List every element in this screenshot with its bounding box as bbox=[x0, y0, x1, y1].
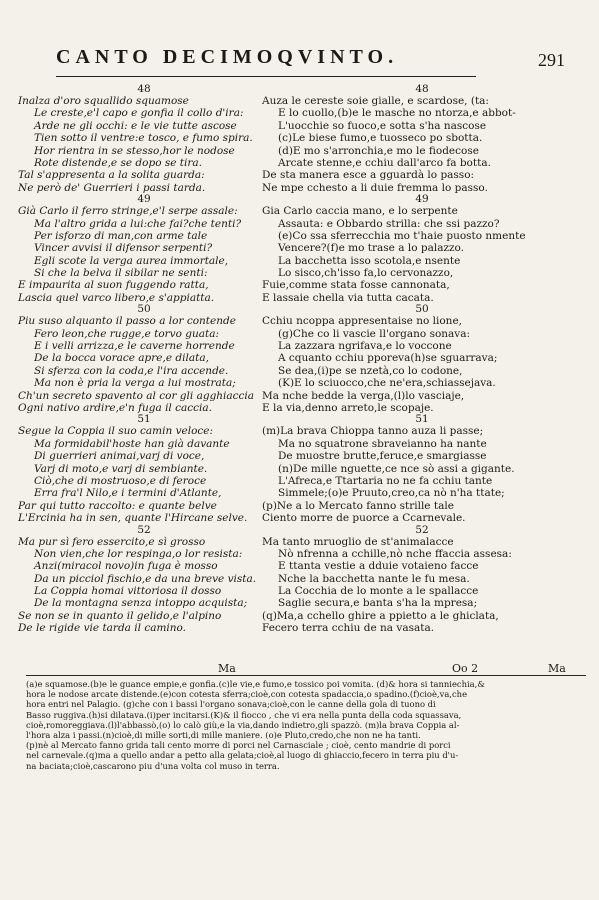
verse-line: Ma formidabil'hoste han già davante bbox=[34, 437, 230, 450]
verse-line: De la bocca vorace apre,e dilata, bbox=[34, 352, 209, 365]
verse-line: E ttanta vestie a dduie votaieno facce bbox=[278, 560, 479, 573]
footnote-line: (p)nè al Mercato fanno grida tali cento morre di porci nel Carnasciale ; cioè, cento mandrie di porci bbox=[26, 740, 451, 751]
verse-line: E lo cuollo,(b)e le masche no ntorza,e abbot- bbox=[278, 107, 516, 120]
verse-line: La zazzara ngrifava,e lo voccone bbox=[278, 340, 452, 353]
verse-line: (d)E mo s'arronchia,e mo le fiodecose bbox=[278, 144, 479, 157]
stanza-number: 51 bbox=[137, 413, 151, 426]
stanza-number: 51 bbox=[415, 413, 429, 426]
verse-line: Nò nfrenna a cchille,nò nche ffaccia assesa: bbox=[278, 547, 512, 560]
verse-line: L'Ercinia ha in sen, quante l'Hircane selve. bbox=[18, 512, 248, 525]
verse-line: Tal s'appresenta a la solita guarda: bbox=[18, 169, 205, 182]
verse-line: (p)Ne a lo Mercato fanno strille tale bbox=[262, 499, 454, 512]
verse-line: Ne però de' Guerrieri i passi tarda. bbox=[18, 181, 206, 194]
stanza bbox=[262, 525, 582, 635]
verse-line: Lo sisco,ch'isso fa,lo cervonazzo, bbox=[278, 267, 454, 280]
verse-line: Nche la bacchetta nante le fu mesa. bbox=[278, 572, 470, 585]
stanza bbox=[18, 414, 270, 524]
verse-line: Di guerrieri animai,varj di voce, bbox=[34, 450, 205, 463]
stanza bbox=[18, 525, 270, 635]
verse-line: Ch'un secreto spavento al cor gli agghiaccia bbox=[18, 389, 255, 402]
verse-line: Par qui tutto raccolto: e quante belve bbox=[18, 499, 217, 512]
verse-line: Vincer avvisi il difensor serpenti? bbox=[34, 242, 213, 255]
verse-line: Ne mpe cchesto a li duie fremma lo passo. bbox=[262, 181, 488, 194]
canto-title: CANTO DECIMOQVINTO. bbox=[56, 46, 476, 77]
italian-verse-column bbox=[18, 84, 270, 635]
verse-line: Varj di moto,e varj di sembiante. bbox=[34, 462, 208, 475]
verse-line: Vencere?(f)e mo trase a lo palazzo. bbox=[278, 242, 464, 255]
stanza-number: 50 bbox=[415, 303, 429, 316]
verse-line: Se non se in quanto il gelido,e l'alpino bbox=[18, 609, 222, 622]
verse-line: Fecero terra cchiu de na vasata. bbox=[262, 622, 435, 635]
footnote-line: cioè,romoreggiava.(l)l'abbassò,(o) lo calò giù,e la via,dando indietro,gli spazzò. (m)la brava Coppia al- bbox=[26, 719, 460, 730]
signature-mark: Oo 2 bbox=[452, 662, 479, 675]
verse-line: E lassaie chella via tutta cacata. bbox=[262, 291, 434, 304]
verse-line: La Cocchia de lo monte a le spallacce bbox=[278, 585, 479, 598]
verse-line: De la montagna senza intoppo acquista; bbox=[34, 597, 248, 610]
stanza-number: 50 bbox=[137, 303, 151, 316]
verse-line: Ma no squatrone sbraveianno ha nante bbox=[278, 437, 487, 450]
stanza bbox=[262, 414, 582, 524]
verse-line: Auza le cereste soie gialle, e scardose, (ta: bbox=[262, 95, 489, 107]
verse-line: Non vien,che lor respinga,o lor resista: bbox=[34, 547, 243, 560]
verse-line: E la via,denno arreto,le scopaje. bbox=[262, 401, 434, 414]
verse-line: (q)Ma,a cchello ghire a ppietto a le ghiclata, bbox=[262, 609, 499, 622]
stanza bbox=[262, 84, 582, 194]
verse-line: Da un picciol fischio,e da una breve vista. bbox=[34, 572, 257, 585]
verse-line: Segue la Coppia il suo camin veloce: bbox=[18, 425, 214, 438]
verse-line: Anzi(miracol novo)in fuga è mosso bbox=[34, 560, 218, 573]
footnote-line: Basso ruggiva.(h)si dilatava.(i)per incitarsi.(K)& il fiocco , che vi era nella punta della coda squassava, bbox=[26, 709, 462, 720]
footnote-line: hora le nodose arcate distende.(e)con cotesta sferra;cioè,con cotesta spadaccia,o spadino.(f)cioè,va,che bbox=[26, 689, 468, 700]
verse-line: Già Carlo il ferro stringe,e'l serpe assale: bbox=[18, 205, 238, 218]
verse-line: Arde ne gli occhi: e le vie tutte ascose bbox=[34, 119, 237, 132]
verse-line: Ma tanto mruoglio de st'animalacce bbox=[262, 535, 454, 548]
footnote-line: na baciata;cioè,cascarono piu d'una volta col muso in terra. bbox=[26, 760, 280, 771]
verse-line: Erra fra'l Nilo,e i termini d'Atlante, bbox=[34, 487, 222, 500]
verse-line: L'Afreca,e Ttartaria no ne fa cchiu tante bbox=[278, 474, 493, 487]
stanza-number: 52 bbox=[415, 523, 429, 536]
verse-line: Si sferza con la coda,e l'ira accende. bbox=[34, 364, 229, 377]
verse-line: Arcate stenne,e cchiu dall'arco fa botta. bbox=[278, 156, 491, 169]
verse-line: E i velli arrizza,e le caverne horrende bbox=[34, 340, 235, 353]
verse-line: Se dea,(i)pe se nzetà,co lo codone, bbox=[278, 364, 463, 377]
verse-line: Tien sotto il ventre:e tosco, e fumo spira. bbox=[34, 132, 253, 145]
catchword-right: Ma bbox=[548, 662, 566, 675]
verse-line: Cchiu ncoppa appresentaise no lione, bbox=[262, 315, 462, 328]
verse-line: Ma pur sì fero essercito,e sì grosso bbox=[18, 535, 206, 548]
stanza-number: 49 bbox=[415, 193, 429, 206]
verse-line: E impaurita al suon fuggendo ratta, bbox=[18, 279, 209, 292]
stanza bbox=[262, 304, 582, 414]
verse-line: Saglie secura,e banta s'ha la mpresa; bbox=[278, 597, 478, 610]
verse-line: Ma non è pria la verga a lui mostrata; bbox=[34, 377, 236, 390]
verse-line: Fero leon,che rugge,e torvo guata: bbox=[34, 327, 220, 340]
stanza-number: 52 bbox=[137, 523, 151, 536]
verse-line: Egli scote la verga aurea immortale, bbox=[34, 254, 229, 267]
stanza-number: 48 bbox=[137, 83, 151, 95]
verse-line: A cquanto cchiu pporeva(h)se sguarrava; bbox=[278, 352, 498, 365]
stanza bbox=[18, 84, 270, 194]
verse-line: Si che la belva il sibilar ne senti: bbox=[34, 267, 208, 280]
page-header bbox=[40, 46, 565, 80]
verse-line: Le creste,e'l capo e gonfia il collo d'ira: bbox=[34, 107, 244, 120]
stanza bbox=[262, 194, 582, 304]
verse-line: (c)Le biese fumo,e tuosseco po sbotta. bbox=[278, 132, 483, 145]
verse-line: De sta manera esce a gguardà lo passo: bbox=[262, 169, 475, 182]
verse-line: Ma l'altro grida a lui:che fai?che tenti? bbox=[34, 217, 242, 230]
verse-line: (K)E lo sciuocco,che ne'era,schiassejava. bbox=[278, 377, 496, 390]
dialect-verse-column bbox=[262, 84, 582, 635]
verse-line: Ciò,che di mostruoso,e di feroce bbox=[34, 474, 207, 487]
verse-line: (m)La brava Chioppa tanno auza li passe; bbox=[262, 425, 484, 438]
verse-line: Hor rientra in se stesso,hor le nodose bbox=[34, 144, 235, 157]
footnotes bbox=[26, 675, 586, 771]
verse-line: Ma nche bedde la verga,(l)lo vasciaje, bbox=[262, 389, 465, 402]
verse-line: Piu suso alquanto il passo a lor contende bbox=[18, 315, 236, 328]
verse-line: De le rigide vie tarda il camino. bbox=[18, 622, 187, 635]
stanza bbox=[18, 194, 270, 304]
verse-line: De muostre brutte,feruce,e smargiasse bbox=[278, 450, 487, 463]
verse-line: Assauta: e Obbardo strilla: che ssi pazzo? bbox=[278, 217, 500, 230]
verse-line: Inalza d'oro squallido squamose bbox=[18, 95, 189, 107]
stanza bbox=[18, 304, 270, 414]
verse-line: Ciento morre de puorce a Ccarnevale. bbox=[262, 512, 466, 525]
stanza-number: 48 bbox=[415, 83, 429, 95]
verse-line: La Coppia homai vittoriosa il dosso bbox=[34, 585, 222, 598]
verse-line: Ogni nativo ardire,e'n fuga il caccia. bbox=[18, 401, 212, 414]
verse-line: Lascia quel varco libero,e s'appiatta. bbox=[18, 291, 215, 304]
footnote-line: (a)e squamose.(b)e le guance empie,e gonfia.(c)le vie,e fumo,e tossico poi vomita. (d)& hora si tanniechia,& bbox=[26, 679, 485, 689]
verse-line: L'uocchie so fuoco,e sotta s'ha nascose bbox=[278, 119, 487, 132]
page-number: 291 bbox=[538, 50, 565, 70]
footnote-line: l'hora alza i passi.(n)cioè,di mille sorti,di mille maniere. (o)e Pluto,credo,che non ne ha tanti. bbox=[26, 729, 421, 740]
catchword-left: Ma bbox=[218, 662, 236, 675]
verse-line: (n)De mille nguette,ce nce sò assi a gigante. bbox=[278, 462, 515, 475]
footnote-line: hora entri nel Palagio. (g)che con i bassi l'organo sonava;cioè,con le canne della gola di tuono di bbox=[26, 699, 436, 710]
verse-line: Simmele;(o)e Pruuto,creo,ca nò n'ha ttate; bbox=[278, 487, 505, 500]
verse-line: (e)Co ssa sferrecchia mo t'haie puosto nmente bbox=[278, 229, 526, 242]
footnote-line: nel carnevale.(q)ma a quello andar a petto alla gelata;cioè,al luogo di ghiaccio,fecero in terra piu d'u- bbox=[26, 750, 459, 761]
stanza-number: 49 bbox=[137, 193, 151, 206]
verse-line: Per isforzo di man,con arme tale bbox=[34, 229, 208, 242]
verse-line: La bacchetta isso scotola,e nsente bbox=[278, 254, 461, 267]
verse-line: Fuie,comme stata fosse cannonata, bbox=[262, 279, 450, 292]
verse-line: (g)Che co li vascie ll'organo sonava: bbox=[278, 327, 471, 340]
verse-line: Rote distende,e se dopo se tira. bbox=[34, 156, 202, 169]
verse-line: Gia Carlo caccia mano, e lo serpente bbox=[262, 205, 458, 218]
